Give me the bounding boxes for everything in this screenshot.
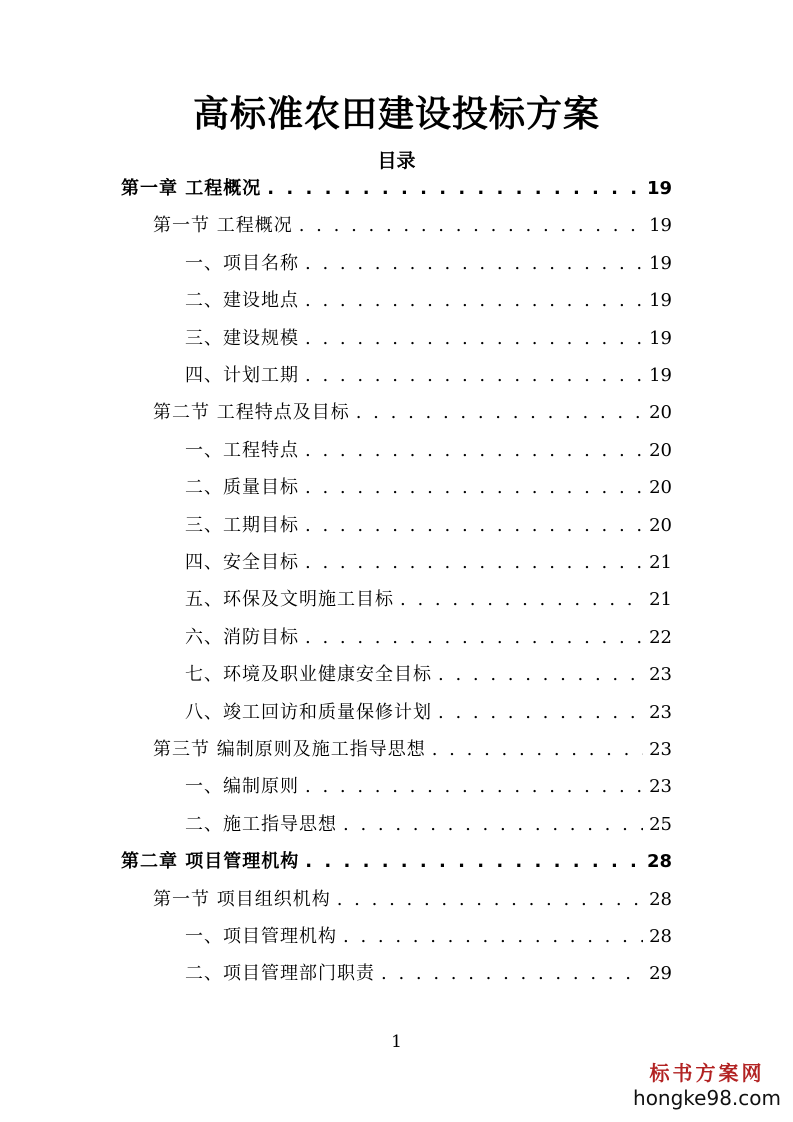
toc-entry-title: 四、安全目标 xyxy=(185,552,299,573)
toc-entry[interactable] xyxy=(185,698,672,735)
toc-entry-title: 一、编制原则 xyxy=(185,776,299,798)
toc-entry-page: 22 xyxy=(649,626,672,648)
toc-entry-page: 20 xyxy=(649,402,672,424)
toc-dot-leader xyxy=(267,178,641,199)
toc-dot-leader xyxy=(356,402,643,423)
toc-entry-title: 第三节 编制原则及施工指导思想 xyxy=(153,739,426,760)
toc-entry-title: 二、质量目标 xyxy=(185,477,299,499)
toc-dot-leader xyxy=(381,963,643,984)
toc-entry-page: 28 xyxy=(646,851,672,873)
toc-entry-title: 二、施工指导思想 xyxy=(185,813,337,835)
toc-entry[interactable] xyxy=(185,436,672,473)
toc-entry[interactable] xyxy=(121,847,672,884)
toc-entry-title: 第一节 项目组织机构 xyxy=(153,888,331,910)
watermark-url: hongke98.com xyxy=(633,1086,781,1110)
toc-entry[interactable] xyxy=(185,249,672,286)
toc-dot-leader xyxy=(343,814,643,835)
toc-dot-leader xyxy=(400,589,643,610)
toc-entry-title: 一、项目名称 xyxy=(185,252,299,274)
toc-entry-title: 二、建设地点 xyxy=(185,290,299,312)
toc-entry-title: 第一章 工程概况 xyxy=(121,178,262,199)
toc-entry-title: 六、消防目标 xyxy=(185,626,299,648)
toc-entry-title: 八、竣工回访和质量保修计划 xyxy=(185,701,432,723)
toc-entry[interactable] xyxy=(185,324,672,361)
toc-dot-leader xyxy=(305,253,643,274)
toc-dot-leader xyxy=(299,215,643,236)
toc-entry[interactable] xyxy=(185,623,672,660)
toc-dot-leader xyxy=(305,328,643,349)
toc-entry-title: 七、环境及职业健康安全目标 xyxy=(185,664,432,686)
toc-entry-title: 二、项目管理部门职责 xyxy=(185,963,375,985)
toc-dot-leader xyxy=(438,664,643,685)
toc-entry-page: 20 xyxy=(649,477,672,499)
toc-entry-title: 三、工期目标 xyxy=(185,514,299,536)
toc-entry-title: 第一节 工程概况 xyxy=(153,215,293,237)
toc-entry-page: 19 xyxy=(649,365,672,386)
toc-dot-leader xyxy=(305,515,643,536)
toc-entry[interactable] xyxy=(185,772,672,809)
toc-entry[interactable] xyxy=(185,660,672,697)
toc-entry-page: 19 xyxy=(649,215,672,237)
toc-entry-page: 25 xyxy=(649,813,672,835)
toc-entry[interactable] xyxy=(153,398,672,435)
toc-entry[interactable] xyxy=(185,286,672,323)
toc-dot-leader xyxy=(337,889,643,910)
toc-entry-page: 21 xyxy=(649,589,672,611)
document-title: 高标准农田建设投标方案 xyxy=(192,94,600,135)
toc-entry-page: 19 xyxy=(649,290,672,312)
toc-dot-leader xyxy=(438,702,643,723)
toc-dot-leader xyxy=(343,926,643,947)
toc-entry[interactable] xyxy=(185,922,672,959)
toc-entry-page: 28 xyxy=(649,926,672,947)
toc-entry[interactable] xyxy=(185,959,672,996)
toc-entry[interactable] xyxy=(153,735,672,772)
toc-entry-page: 19 xyxy=(646,178,672,199)
toc-entry-title: 四、计划工期 xyxy=(185,365,299,386)
toc-entry[interactable] xyxy=(185,548,672,585)
toc-entry-title: 一、项目管理机构 xyxy=(185,926,337,947)
toc-entry[interactable] xyxy=(185,473,672,510)
toc-entry-page: 20 xyxy=(649,514,672,536)
toc-dot-leader xyxy=(305,776,643,797)
toc-entry[interactable] xyxy=(185,361,672,398)
toc-dot-leader xyxy=(432,739,643,760)
toc-entry-page: 29 xyxy=(649,963,672,985)
toc-dot-leader xyxy=(305,627,643,648)
toc-entry-title: 一、工程特点 xyxy=(185,439,299,461)
toc-entry[interactable] xyxy=(153,211,672,248)
page-number: 1 xyxy=(391,1032,402,1052)
toc-entry[interactable] xyxy=(185,810,672,847)
toc-dot-leader xyxy=(305,365,643,386)
toc-heading: 目录 xyxy=(377,150,416,172)
toc-entry-page: 21 xyxy=(649,552,672,573)
toc-entry-page: 28 xyxy=(649,888,672,910)
toc-entry[interactable] xyxy=(121,174,672,211)
toc-dot-leader xyxy=(305,851,641,872)
toc-entry-page: 19 xyxy=(649,252,672,274)
toc-dot-leader xyxy=(305,477,643,498)
toc-entry[interactable] xyxy=(185,585,672,622)
toc-dot-leader xyxy=(305,440,643,461)
toc-entry-title: 第二节 工程特点及目标 xyxy=(153,402,350,424)
toc-entry-title: 第二章 项目管理机构 xyxy=(121,851,300,873)
watermark xyxy=(633,1057,781,1110)
toc-entry-page: 20 xyxy=(649,439,672,461)
toc-entry-page: 23 xyxy=(649,739,672,760)
toc-entry-page: 23 xyxy=(649,776,672,798)
toc-dot-leader xyxy=(305,552,643,573)
toc-entry-title: 三、建设规模 xyxy=(185,327,299,349)
toc-entry-page: 19 xyxy=(649,327,672,349)
toc-entry-page: 23 xyxy=(649,664,672,686)
watermark-brand: 标书方案网 xyxy=(649,1061,765,1085)
toc-entry[interactable] xyxy=(185,511,672,548)
toc-entry-page: 23 xyxy=(649,701,672,723)
toc-dot-leader xyxy=(305,290,643,311)
toc-entry[interactable] xyxy=(153,885,672,922)
toc-entry-title: 五、环保及文明施工目标 xyxy=(185,589,394,611)
